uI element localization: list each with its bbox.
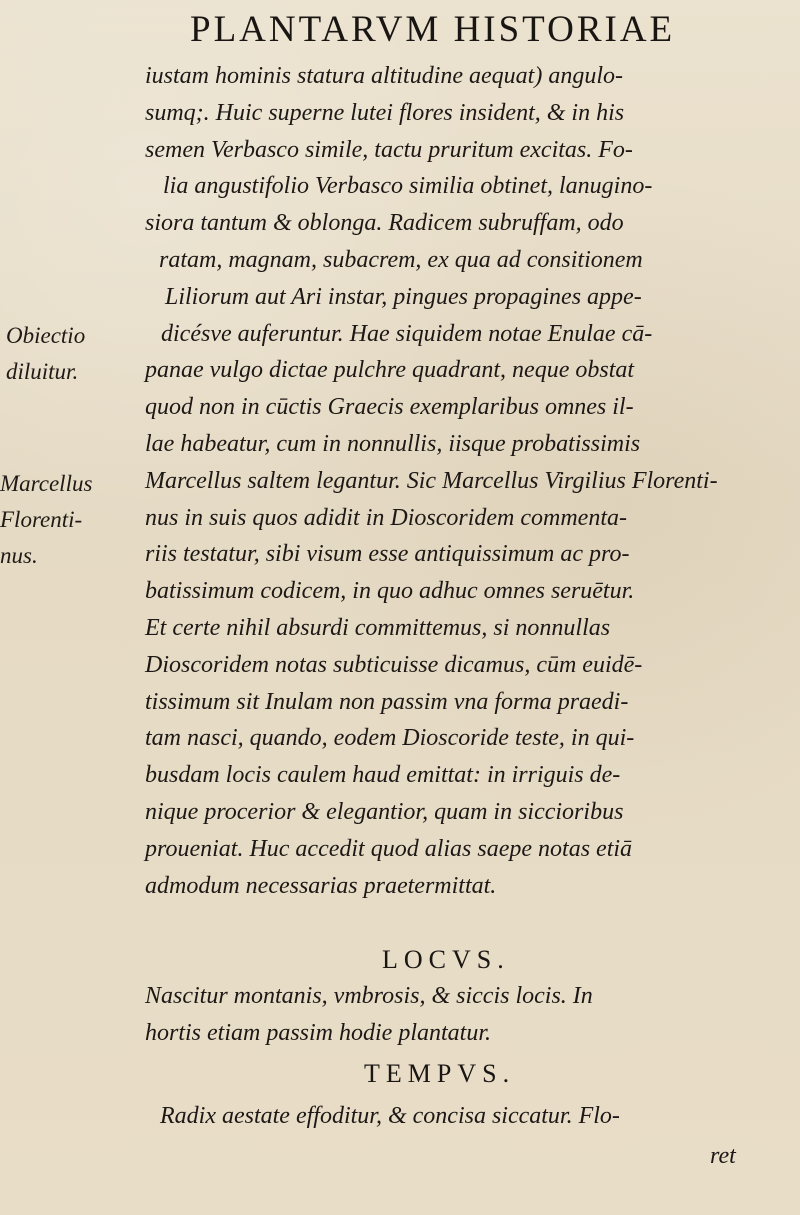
text-line: lae habeatur, cum in nonnullis, iisque probatissimis bbox=[145, 430, 641, 457]
text-line: iustam hominis statura altitudine aequat) angulo- bbox=[145, 63, 623, 89]
margin-note-line: Florenti- bbox=[0, 507, 83, 532]
text-line: sumq;. Huic superne lutei flores insident, & in his bbox=[145, 99, 625, 126]
text-line: panae vulgo dictae pulchre quadrant, neque obstat bbox=[145, 357, 635, 384]
text-line: ratam, magnam, subacrem, ex qua ad consitionem bbox=[159, 246, 643, 273]
text-line: Nascitur montanis, vmbrosis, & siccis locis. In bbox=[145, 983, 593, 1009]
margin-note-marcellus bbox=[0, 466, 92, 574]
text-line: semen Verbasco simile, tactu pruritum excitas. Fo- bbox=[145, 136, 633, 163]
margin-note-line: Obiectio bbox=[6, 323, 86, 348]
main-text-block bbox=[145, 58, 790, 904]
margin-note-objection bbox=[6, 318, 85, 390]
text-line: tam nasci, quando, eodem Dioscoride teste, in qui- bbox=[145, 725, 635, 752]
section-heading-tempus: TEMPVS. bbox=[364, 1059, 516, 1088]
text-line: batissimum codicem, in quo adhuc omnes seruētur. bbox=[145, 578, 635, 605]
text-line: busdam locis caulem haud emittat: in irriguis de- bbox=[145, 762, 621, 789]
text-line: tissimum sit Inulam non passim vna forma praedi- bbox=[145, 688, 629, 715]
text-line: Marcellus saltem legantur. Sic Marcellus Virgilius Florenti- bbox=[145, 467, 718, 494]
margin-note-line: diluitur. bbox=[6, 359, 79, 384]
text-line: riis testatur, sibi visum esse antiquissimum ac pro- bbox=[145, 541, 630, 568]
text-line: Et certe nihil absurdi committemus, si nonnullas bbox=[145, 614, 611, 641]
text-line: quod non in cūctis Graecis exemplaribus omnes il- bbox=[145, 394, 634, 421]
text-line: Dioscoridem notas subticuisse dicamus, cūm euidē- bbox=[145, 651, 643, 678]
text-line: hortis etiam passim hodie plantatur. bbox=[145, 1019, 492, 1046]
text-line: proueniat. Huc accedit quod alias saepe notas etiā bbox=[145, 835, 633, 862]
text-line: nique procerior & elegantior, quam in siccioribus bbox=[145, 798, 624, 825]
margin-note-line: nus. bbox=[0, 543, 38, 568]
section-heading-locus: LOCVS. bbox=[382, 945, 510, 974]
text-line: dicésve auferuntur. Hae siquidem notae Enulae cā- bbox=[161, 320, 653, 347]
catchword: ret bbox=[710, 1143, 736, 1169]
locus-text-block bbox=[145, 978, 790, 1052]
page-title: PLANTARVM HISTORIAE bbox=[190, 9, 676, 50]
text-line: admodum necessarias praetermittat. bbox=[145, 872, 497, 899]
text-line: nus in suis quos adidit in Dioscoridem commenta- bbox=[145, 504, 627, 531]
text-line: siora tantum & oblonga. Radicem subruffam, odo bbox=[145, 210, 624, 237]
tempus-text: Radix aestate effoditur, & concisa siccatur. Flo- bbox=[160, 1103, 620, 1129]
margin-note-line: Marcellus bbox=[0, 471, 93, 496]
text-line: Liliorum aut Ari instar, pingues propagines appe- bbox=[165, 283, 642, 310]
text-line: lia angustifolio Verbasco similia obtinet, lanugino- bbox=[163, 173, 653, 200]
